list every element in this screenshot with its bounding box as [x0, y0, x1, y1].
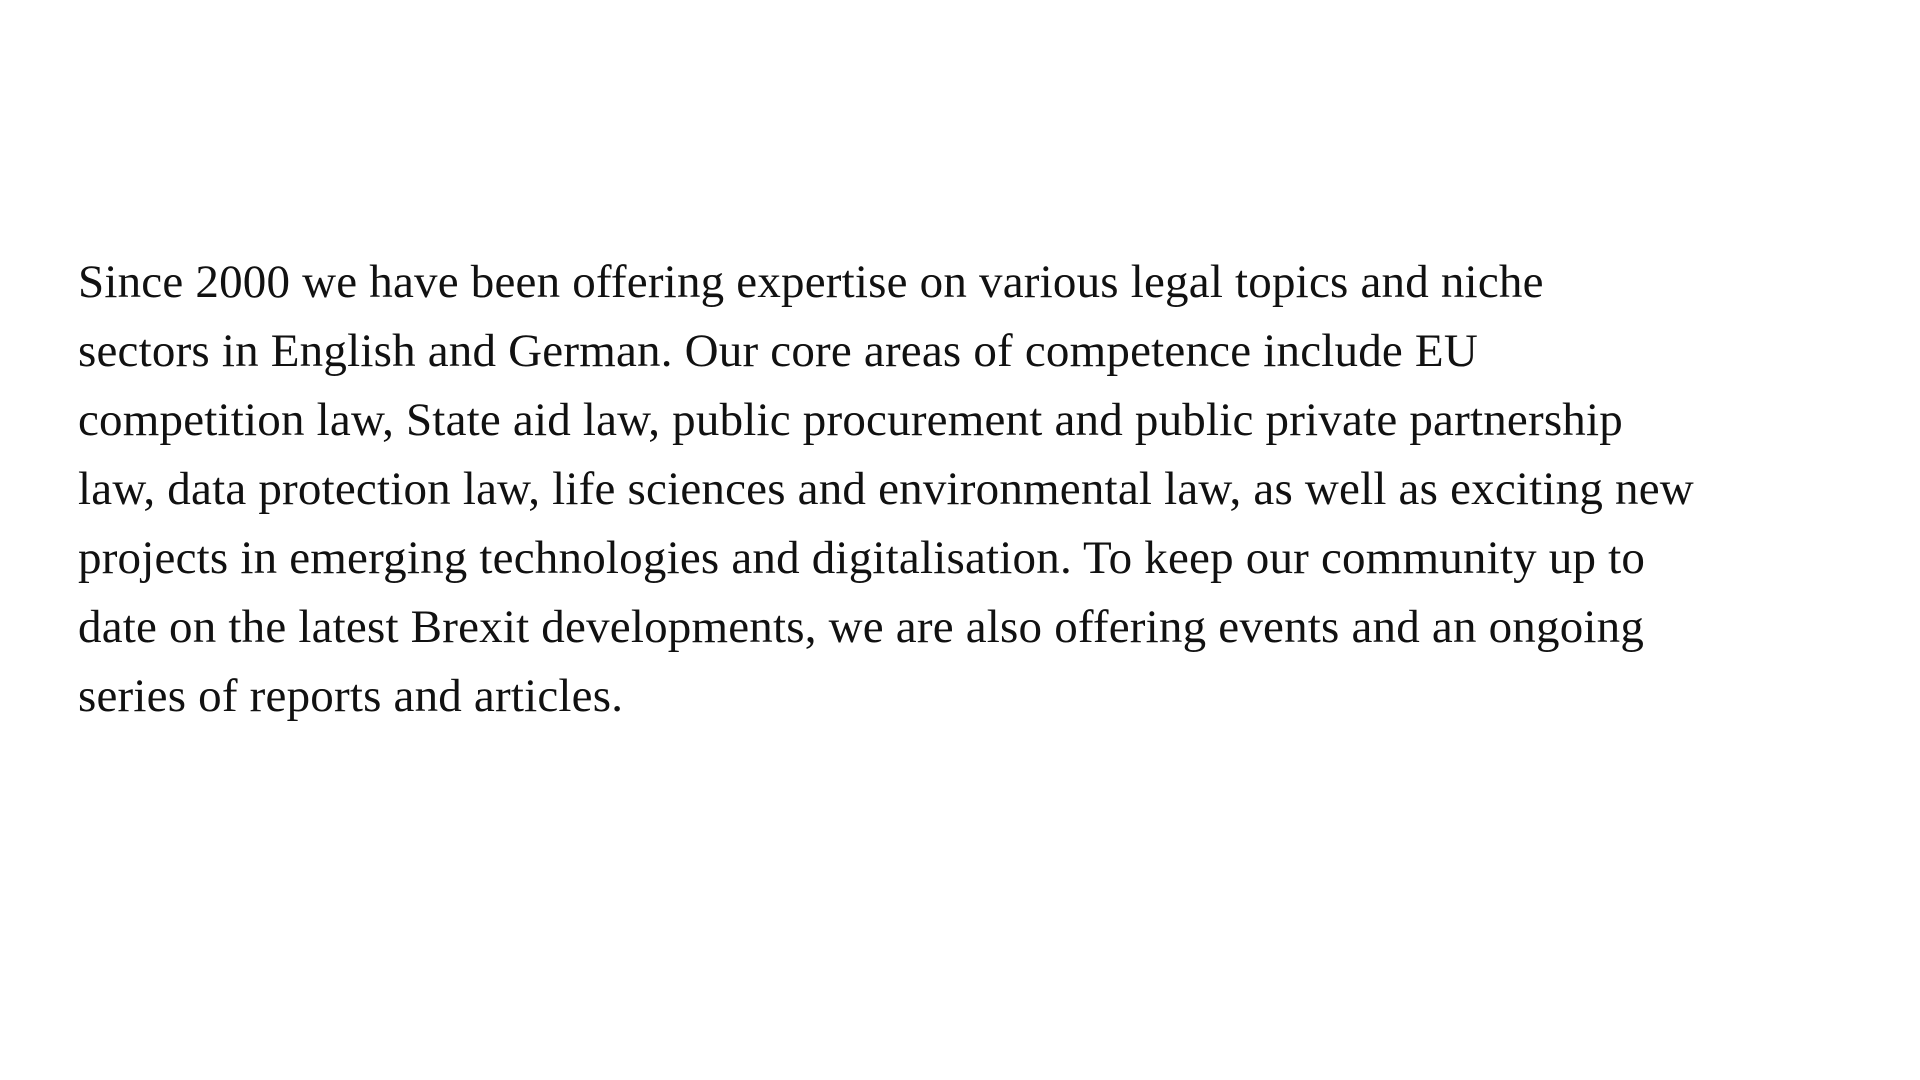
- paragraph-line: projects in emerging technologies and digitalisation. To keep our community up to: [78, 532, 1646, 584]
- paragraph-line: law, data protection law, life sciences and environmental law, as well as exciting new: [78, 463, 1694, 515]
- paragraph-line: Since 2000 we have been offering expertise on various legal topics and niche: [78, 256, 1544, 308]
- paragraph-line: series of reports and articles.: [78, 670, 624, 722]
- paragraph-line: date on the latest Brexit developments, we are also offering events and an ongoing: [78, 601, 1645, 653]
- intro-paragraph: [78, 248, 1908, 731]
- paragraph-line: competition law, State aid law, public procurement and public private partnership: [78, 394, 1623, 446]
- paragraph-line: sectors in English and German. Our core areas of competence include EU: [78, 325, 1478, 377]
